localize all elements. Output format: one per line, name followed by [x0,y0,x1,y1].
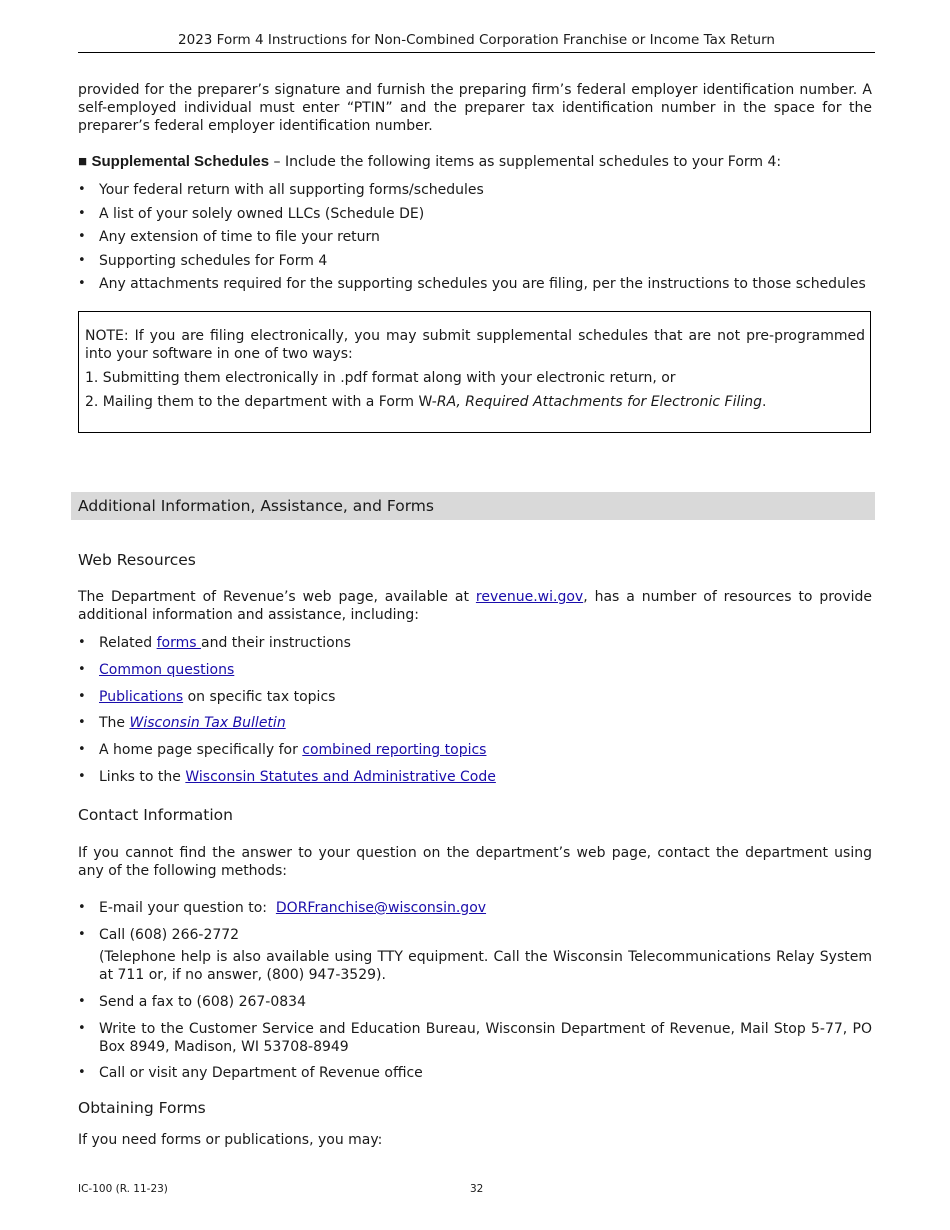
list-item: • The Wisconsin Tax Bulletin [78,715,286,731]
common-questions-link[interactable]: Common questions [99,662,235,678]
list-item: • E-mail your question to: DORFranchise@wisconsin.gov [78,900,487,916]
bullet: • [78,689,86,704]
note-box [78,311,871,433]
list-item: • Related forms and their instructions [78,635,351,651]
bullet: • [78,1065,86,1080]
list-item: • A list of your solely owned LLCs (Schedule DE) [78,206,425,222]
combined-reporting-link[interactable]: combined reporting topics [302,742,487,758]
intro-paragraph: provided for the preparer’s signature and furnish the preparing firm’s federal employer identification number. A self-employed individual must enter “PTIN” and the preparer tax identification number in the space for the preparer’s federal employer identification number. [78,82,872,134]
statutes-link[interactable]: Wisconsin Statutes and Administrative Code [185,769,496,785]
bullet: • [78,662,86,677]
bullet: • [78,635,86,650]
note-item-2: 2. Mailing them to the department with a Form W-RA, Required Attachments for Electronic Filing. [85,394,767,410]
obtaining-forms-heading: Obtaining Forms [78,1099,206,1117]
email-link[interactable]: DORFranchise@wisconsin.gov [275,900,487,916]
list-item: • Call (608) 266-2772 [78,927,240,943]
bullet: • [78,182,86,197]
note-item-1: 1. Submitting them electronically in .pdf format along with your electronic return, or [85,370,676,386]
web-resources-heading: Web Resources [78,551,196,569]
section-title: Additional Information, Assistance, and Forms [78,497,434,515]
bullet: • [78,1021,86,1036]
list-item: • Send a fax to (608) 267-0834 [78,994,306,1010]
list-item: • Supporting schedules for Form 4 [78,253,328,269]
call-note: (Telephone help is also available using TTY equipment. Call the Wisconsin Telecommunications Relay System at 711 or, if no answer, (800) 947-3529). [99,949,872,983]
obtaining-forms-paragraph: If you need forms or publications, you may: [78,1132,383,1148]
list-item: • Your federal return with all supporting forms/schedules [78,182,484,198]
bullet: • [78,253,86,268]
list-item: • Any extension of time to file your return [78,229,380,245]
web-paragraph: The Department of Revenue’s web page, available at revenue.wi.gov, has a number of resources to provide additional information and assistance, including: [78,589,872,623]
section-band [71,492,875,520]
bullet: • [78,276,86,291]
bullet: • [78,900,86,915]
bullet: • [78,715,86,730]
bullet: • [78,769,86,784]
page-header: 2023 Form 4 Instructions for Non-Combined Corporation Franchise or Income Tax Return [78,32,875,53]
supplemental-marker: ■ [78,153,88,170]
supplemental-heading: Supplemental Schedules [91,153,270,170]
contact-paragraph: If you cannot find the answer to your question on the department’s web page, contact the department using any of the following methods: [78,845,872,879]
list-item: • Call or visit any Department of Revenue office [78,1065,423,1081]
bullet: • [78,927,86,942]
forms-link[interactable]: forms [156,635,202,651]
list-item: • A home page specifically for combined reporting topics [78,742,487,758]
list-item: • Write to the Customer Service and Education Bureau, Wisconsin Department of Revenue, Mail Stop 5-77, PO Box 8949, Madison, WI 53708-8949 [78,1021,872,1055]
publications-link[interactable]: Publications [99,689,184,705]
tax-bulletin-link[interactable]: Wisconsin Tax Bulletin [129,715,286,731]
supplemental-lead [78,153,872,171]
revenue-link[interactable]: revenue.wi.gov [475,589,584,605]
bullet: • [78,206,86,221]
bullet: • [78,742,86,757]
footer-page-number: 32 [470,1183,484,1195]
bullet: • [78,994,86,1009]
list-item: • Links to the Wisconsin Statutes and Administrative Code [78,769,496,785]
note-intro: NOTE: If you are filing electronically, you may submit supplemental schedules that are not pre-programmed into your software in one of two ways: [85,328,865,362]
supplemental-lead-text: – Include the following items as supplemental schedules to your Form 4: [269,154,782,170]
contact-heading: Contact Information [78,806,233,824]
footer-form-id: IC-100 (R. 11-23) [78,1183,168,1195]
list-item: • Publications on specific tax topics [78,689,336,705]
list-item: • Any attachments required for the supporting schedules you are filing, per the instructions to those schedules [78,276,866,292]
bullet: • [78,229,86,244]
list-item [78,661,872,679]
